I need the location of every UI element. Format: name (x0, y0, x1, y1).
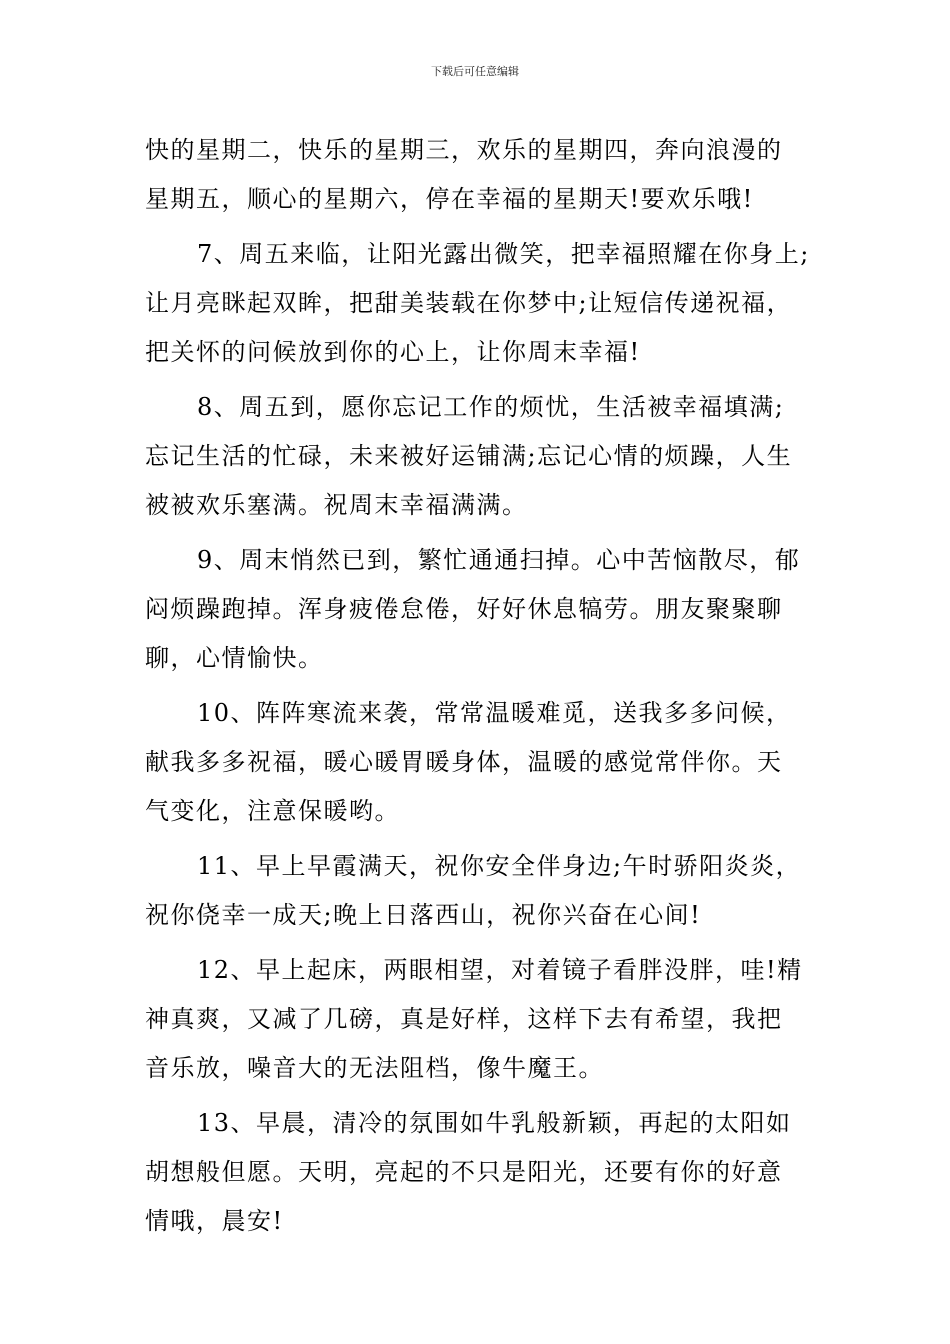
text-line: 快的星期二，快乐的星期三，欢乐的星期四，奔向浪漫的 (145, 136, 783, 164)
text-line: 10、阵阵寒流来袭，常常温暖难觅，送我多多问候， (197, 699, 792, 727)
text-line: 8、周五到，愿你忘记工作的烦忧，生活被幸福填满; (197, 393, 785, 421)
paragraph-8 (145, 383, 817, 530)
text-line: 音乐放，噪音大的无法阻档，像牛魔王。 (145, 1054, 604, 1082)
text-line: 7、周五来临，让阳光露出微笑，把幸福照耀在你身上; (197, 240, 810, 268)
text-line: 胡想般但愿。天明，亮起的不只是阳光，还要有你的好意 (145, 1158, 783, 1186)
text-line: 13、早晨，清冷的氛围如牛乳般新颖，再起的太阳如 (197, 1109, 792, 1137)
paragraph-7 (145, 230, 817, 377)
paragraph-12 (145, 946, 817, 1093)
text-line: 被被欢乐塞满。祝周末幸福满满。 (145, 491, 528, 519)
text-line: 献我多多祝福，暖心暖胃暖身体，温暖的感觉常伴你。天 (145, 748, 783, 776)
text-line: 聊，心情愉快。 (145, 644, 324, 672)
paragraph-9 (145, 536, 817, 683)
text-line: 把关怀的问候放到你的心上，让你周末幸福! (145, 338, 641, 366)
text-line: 星期五，顺心的星期六，停在幸福的星期天!要欢乐哦! (145, 185, 754, 213)
text-line: 忘记生活的忙碌，未来被好运铺满;忘记心情的烦躁，人生 (145, 442, 793, 470)
text-line: 气变化，注意保暖哟。 (145, 797, 400, 825)
text-line: 祝你侥幸一成天;晚上日落西山，祝你兴奋在心间! (145, 901, 702, 929)
text-line: 让月亮眯起双眸，把甜美装载在你梦中;让短信传递祝福， (145, 289, 793, 317)
page-header-note: 下载后可任意编辑 (431, 65, 519, 78)
text-line: 神真爽，又减了几磅，真是好样，这样下去有希望，我把 (145, 1005, 783, 1033)
paragraph-13 (145, 1099, 817, 1246)
text-line: 12、早上起床，两眼相望，对着镜子看胖没胖，哇!精 (197, 956, 803, 984)
text-line: 闷烦躁跑掉。浑身疲倦怠倦，好好休息犒劳。朋友聚聚聊 (145, 595, 783, 623)
paragraph-6-continued (145, 126, 817, 224)
paragraph-10 (145, 689, 817, 836)
paragraph-11 (145, 842, 817, 940)
text-line: 情哦，晨安! (145, 1207, 284, 1235)
document-body (145, 126, 817, 1252)
text-line: 11、早上早霞满天，祝你安全伴身边;午时骄阳炎炎， (197, 852, 802, 880)
text-line: 9、周末悄然已到，繁忙通通扫掉。心中苦恼散尽，郁 (197, 546, 801, 574)
